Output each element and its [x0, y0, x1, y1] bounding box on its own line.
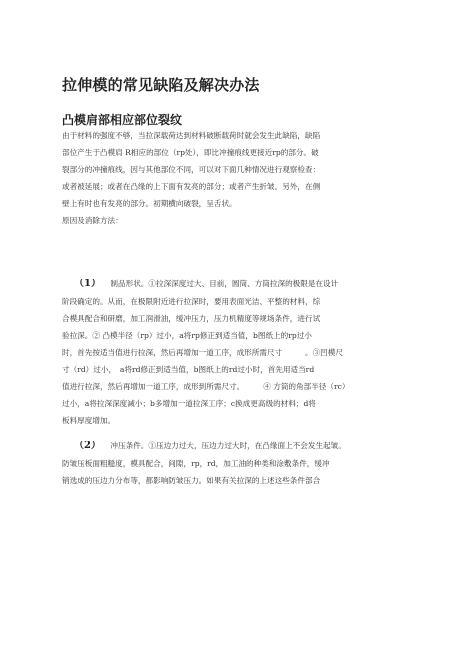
body-line: 过小，a将拉深深度减小；b多增加一道拉深工序；c换成更高级的材料；d将 [62, 399, 316, 408]
item-number: （2） [74, 441, 101, 450]
body-line: 壁上有时也有发亮的部分。初期横向破裂，呈舌状。 [62, 199, 237, 208]
list-item [62, 441, 407, 450]
section-title: 凸模肩部相应部位裂纹 [62, 113, 183, 127]
body-line: 阶段确定的。从而，在极限附近进行拉深时，要用表面光洁、平整的材料，综 [62, 297, 321, 306]
body-line: 销选成的压边力分布等，都影响防皱压力。如果有关拉深的上述这些条件部合 [62, 476, 321, 485]
body-line: 裂部分的冲撞痕线，因与其他部位不同，可以对下面几种情况进行观察检查： [62, 165, 321, 174]
body-line: 板料厚度增加。 [62, 416, 116, 425]
body-line: 时，首先按适当值进行拉深，然后再增加一道工序，成形所需尺寸 。③凹模尺 [62, 348, 343, 357]
body-line: 合模具配合和研磨，加工润滑油，缓冲压力，压力机精度等规场条件，进行试 [62, 314, 321, 323]
body-line: 或者被延展；或者在凸缘的上下面有发亮的部分；或者产生折皱。另外，在侧 [62, 182, 321, 191]
item-text: 冲压条件。①压边力过大，压边力过大时，在凸缘面上不会发生起皱。 [110, 441, 346, 450]
item-text: 制品形状。①拉深深度过大、目前，圆筒、方筒拉深的极限是在设计 [110, 279, 339, 288]
document-title: 拉伸模的常见缺陷及解决办法 [62, 76, 260, 94]
item-number: （1） [74, 279, 101, 288]
list-item [62, 279, 407, 288]
body-line: 验拉深。② 凸模半径（rp）过小，a将rp修正到适当值，b图纸上的rp过小 [62, 331, 312, 340]
body-line: 防皱压板面粗糙度，模具配合，间隙，rp，rd，加工油的种类和涂敷条件，缓冲 [62, 459, 330, 468]
body-line: 部位产生于凸模肩 R相应的部位（rp处），即比冲撞痕线更接近rp的部分。破 [62, 148, 319, 157]
body-line: 由于材料的强度不够，当拉深载荷达到材料破断载荷时就会发生此缺陷，缺陷 [62, 131, 321, 140]
body-line: 寸（rd）过小， a将rd修正到适当值，b图纸上的rd过小时，首先用适当rd [62, 365, 315, 374]
body-line: 原因及消除方法： [62, 216, 123, 225]
body-line: 值进行拉深，然后再增加一道工序，成形到所需尺寸。 ④ 方筒的角部半径（rc） [62, 382, 350, 391]
